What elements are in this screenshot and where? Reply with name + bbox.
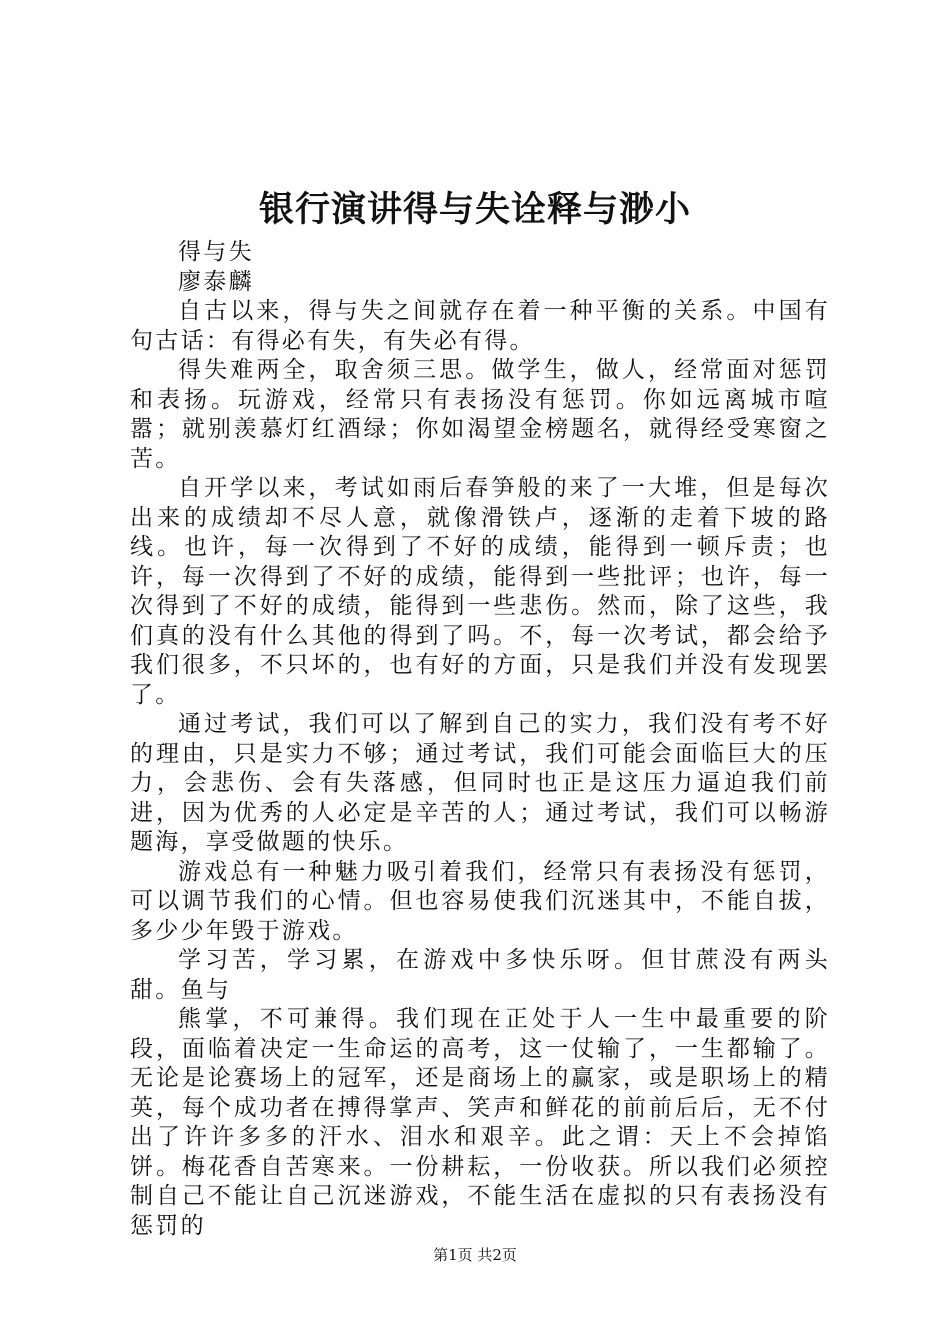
- document-title: 银行演讲得与失诠释与渺小: [258, 189, 691, 230]
- paragraph: 得失难两全，取舍须三思。做学生，做人，经常面对惩罚和表扬。玩游戏，经常只有表扬没有惩罚。你如远离城市喧嚣；就别羡慕灯红酒绿；你如渴望金榜题名，就得经受寒窗之苦。: [130, 357, 830, 472]
- author-line: 廖泰麟: [178, 268, 254, 295]
- page-footer: 第1页 共2页: [433, 1246, 517, 1264]
- paragraph: 学习苦，学习累，在游戏中多快乐呀。但甘蔗没有两头甜。鱼与: [130, 947, 830, 1003]
- subtitle-line: 得与失: [178, 239, 254, 265]
- paragraph: 自古以来，得与失之间就存在着一种平衡的关系。中国有句古话：有得必有失，有失必有得。: [130, 298, 830, 354]
- paragraph: 熊掌，不可兼得。我们现在正处于人一生中最重要的阶段，面临着决定一生命运的高考，这一仗输了，一生都输了。无论是论赛场上的冠军，还是商场上的赢家，或是职场上的精英，每个成功者在搏得掌声、笑声和鲜花的前前后后，无不付出了许许多多的汗水、泪水和艰辛。此之谓：天上不会掉馅饼。梅花香自苦寒来。一份耕耘，一份收获。所以我们必须控制自己不能让自己沉迷游戏，不能生活在虚拟的只有表扬没有惩罚的: [130, 1006, 830, 1239]
- paragraph: 通过考试，我们可以了解到自己的实力，我们没有考不好的理由，只是实力不够；通过考试，我们可能会面临巨大的压力，会悲伤、会有失落感，但同时也正是这压力逼迫我们前进，因为优秀的人必定是辛苦的人；通过考试，我们可以畅游题海，享受做题的快乐。: [130, 711, 830, 855]
- paragraph: 自开学以来，考试如雨后春笋般的来了一大堆，但是每次出来的成绩却不尽人意，就像滑铁卢，逐渐的走着下坡的路线。也许，每一次得到了不好的成绩，能得到一顿斥责；也许，每一次得到了不好的成绩，能得到一些批评；也许，每一次得到了不好的成绩，能得到一些悲伤。然而，除了这些，我们真的没有什么其他的得到了吗。不，每一次考试，都会给予我们很多，不只坏的，也有好的方面，只是我们并没有发现罢了。: [130, 475, 830, 708]
- paragraph: 游戏总有一种魅力吸引着我们，经常只有表扬没有惩罚，可以调节我们的心情。但也容易使我们沉迷其中，不能自拔，多少少年毁于游戏。: [130, 858, 830, 944]
- document-body: [130, 238, 830, 1241]
